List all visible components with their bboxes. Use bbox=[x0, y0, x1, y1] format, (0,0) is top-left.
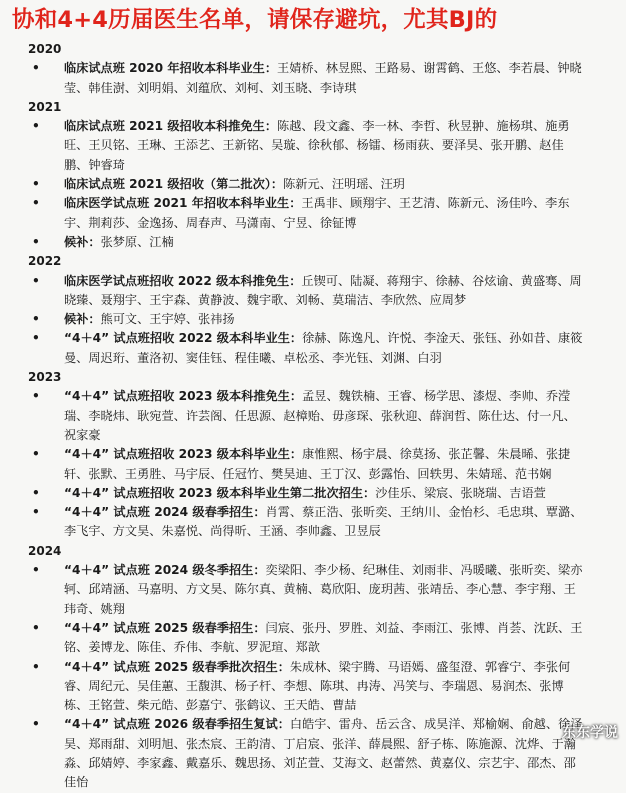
bullet-icon: • bbox=[32, 119, 40, 134]
list-item bbox=[28, 272, 588, 311]
bullet-icon: • bbox=[32, 234, 40, 249]
cohort-label: 临床试点班 2021 级招收本科推免生： bbox=[64, 119, 278, 134]
cohort-label: “4＋4” 试点班 2025 级春季招生： bbox=[64, 620, 266, 635]
cohort-names: 沙佳乐、梁宸、张晓瑞、吉语萱 bbox=[375, 485, 546, 500]
list-item bbox=[28, 503, 588, 542]
cohort-label: “4＋4” 试点班 2024 级冬季招生： bbox=[64, 563, 266, 578]
list-item bbox=[28, 387, 588, 445]
cohort-label: “4＋4” 试点班招收 2022 级本科毕业生： bbox=[64, 331, 303, 346]
bullet-icon: • bbox=[32, 61, 40, 76]
cohort-names: 闫宸、张丹、罗胜、刘益、李雨江、张博、肖荟、沈跃、王铭、姜博龙、陈佳、乔伟、李航、罗泥瑄、郑歆 bbox=[64, 620, 583, 655]
bullet-icon: • bbox=[32, 273, 40, 288]
bullet-icon: • bbox=[32, 196, 40, 211]
bullet-icon: • bbox=[32, 659, 40, 674]
bullet-icon: • bbox=[32, 389, 40, 404]
list-item bbox=[28, 484, 588, 503]
cohort-names: 陈越、段文鑫、李一林、李哲、秋昱翀、施杨琪、施勇旺、王贝铭、王琳、王添艺、王新铭、吴璇、徐秋郁、杨镭、杨雨荻、要泽昊、张开鹏、赵佳鹏、钟睿琦 bbox=[64, 119, 570, 172]
cohort-names: 丘锲可、陆凝、蒋翔宇、徐赫、谷炫谕、黄盛骞、周晓臻、聂翔宇、王宇森、黄静波、魏宇歌、刘畅、莫瑞洁、李欣然、应周梦 bbox=[64, 273, 582, 307]
bullet-icon: • bbox=[32, 620, 40, 635]
list-item bbox=[28, 658, 588, 716]
cohort-label: “4＋4” 试点班招收 2023 级本科推免生： bbox=[64, 389, 303, 404]
list-item bbox=[28, 445, 588, 484]
cohort-label: 候补： bbox=[64, 234, 101, 249]
bullet-icon: • bbox=[32, 331, 40, 346]
list-item bbox=[28, 175, 588, 194]
cohort-names: 熊可文、王宇婷、张祎扬 bbox=[100, 312, 235, 327]
cohort-names: 朱成林、梁宇腾、马语嫣、盛玺澄、郭睿宁、李张何睿、周纪元、吴佳蕙、王馥淇、杨子杆、李想、陈琪、冉涛、冯笑与、李瑞恩、易润杰、张博栋、王铭萱、柴元皓、彭嘉宁、张鹤议、王天皓、曹喆 bbox=[64, 659, 571, 713]
page-title: 协和4+4历届医生名单，请保存避坑，尤其BJ的 bbox=[12, 7, 498, 33]
bullet-icon: • bbox=[32, 447, 40, 462]
cohort-names: 奕梁阳、李少杨、纪琳佳、刘雨非、冯暖曦、张昕奕、梁亦轲、邱靖涵、马嘉明、方文昊、陈尔真、黄楠、葛欣阳、庞玥茜、张靖岳、李心慧、李宇翔、王玮奇、姚翔 bbox=[64, 563, 583, 616]
list-item bbox=[28, 194, 588, 233]
cohort-label: “4＋4” 试点班招收 2023 级本科毕业生： bbox=[64, 447, 303, 462]
list-item bbox=[28, 117, 588, 175]
bullet-icon: • bbox=[32, 717, 40, 732]
bullet-icon: • bbox=[32, 312, 40, 327]
year-heading-2024: 2024 bbox=[28, 543, 62, 558]
year-heading-2022: 2022 bbox=[28, 254, 62, 269]
cohort-names: 陈新元、汪明瑶、汪玥 bbox=[283, 177, 405, 192]
watermark-logo: 东东学说 bbox=[562, 725, 618, 741]
cohort-label: “4＋4” 试点班 2025 级春季批次招生： bbox=[64, 659, 290, 674]
year-heading-2023: 2023 bbox=[28, 370, 62, 385]
list-item bbox=[28, 619, 588, 658]
cohort-label: “4＋4” 试点班招收 2023 级本科毕业生第二批次招生： bbox=[64, 485, 376, 500]
list-item bbox=[28, 233, 588, 252]
bullet-icon: • bbox=[32, 485, 40, 500]
cohort-names: 肖霄、蔡正浩、张昕奕、王纳川、金怡杉、毛忠琪、覃潞、李飞宇、方文昊、朱嘉悦、尚得昕、王涵、李帅鑫、卫昱辰 bbox=[64, 505, 583, 539]
cohort-label: 临床试点班 2021 级招收（第二批次）： bbox=[64, 177, 284, 192]
bullet-icon: • bbox=[32, 177, 40, 192]
cohort-names: 白皓宇、雷舟、岳云含、成昊洋、郑榆娴、俞越、徐泽昊、郑雨甜、刘明旭、张杰宸、王韵清、丁启宸、张洋、薛晨熙、舒子栋、陈施源、沈烨、于瀚淼、邱婧婷、李家鑫、戴嘉乐、魏思扬、刘芷萱、艾海文、赵蕾然、黄嘉仪、宗艺宇、邵杰、邵佳怡 bbox=[64, 717, 583, 790]
year-heading-2020: 2020 bbox=[28, 42, 62, 56]
name-list bbox=[28, 40, 588, 793]
year-heading-2021: 2021 bbox=[28, 99, 62, 114]
list-item bbox=[28, 59, 588, 98]
cohort-label: 临床医学试点班招收 2022 级本科推免生： bbox=[64, 273, 302, 288]
cohort-names: 张梦原、江楠 bbox=[100, 234, 174, 249]
cohort-names: 王婧桥、林昱熙、王路易、谢霄鹤、王悠、李若晨、钟晓莹、韩佳澍、刘明娟、刘蕴欣、刘柯、刘玉晓、李诗琪 bbox=[64, 61, 582, 95]
cohort-label: 临床医学试点班 2021 年招收本科毕业生： bbox=[64, 196, 302, 211]
cohort-label: 临床试点班 2020 年招收本科毕业生： bbox=[64, 61, 278, 76]
cohort-label: “4＋4” 试点班 2024 级春季招生： bbox=[64, 505, 266, 520]
cohort-names: 康惟熙、杨宇晨、徐莫扬、张芷馨、朱晨晞、张捷轩、张默、王勇胜、马宇辰、任冠竹、樊昊迪、王丁汉、彭露怡、回轶男、朱婧瑶、范书娴 bbox=[64, 447, 571, 481]
bullet-icon: • bbox=[32, 563, 40, 578]
cohort-names: 徐赫、陈逸凡、许悦、李淦天、张钰、孙如昔、康筱曼、周迟珩、董洛初、窦佳钰、程佳曦、卓松丞、李光钰、刘渊、白羽 bbox=[64, 331, 583, 365]
cohort-label: “4＋4” 试点班 2026 级春季招生复试： bbox=[64, 717, 290, 732]
cohort-names: 王禹非、顾翔宇、王艺清、陈新元、汤佳吟、李东宇、荆莉莎、金逸扬、周春声、马潇南、宁昱、徐钲博 bbox=[64, 196, 570, 230]
cohort-label: 候补： bbox=[64, 312, 101, 327]
cohort-names: 孟昱、魏铁楠、王睿、杨学思、漆煜、李帅、乔滢瑞、李晓炜、耿宛萱、许芸阁、任思源、赵樟贻、毋彦琛、张秋迎、薛润哲、陈仕达、付一凡、祝家豪 bbox=[64, 389, 576, 442]
bullet-icon: • bbox=[32, 505, 40, 520]
list-item bbox=[28, 329, 588, 368]
list-item bbox=[28, 310, 588, 329]
list-item bbox=[28, 561, 588, 619]
